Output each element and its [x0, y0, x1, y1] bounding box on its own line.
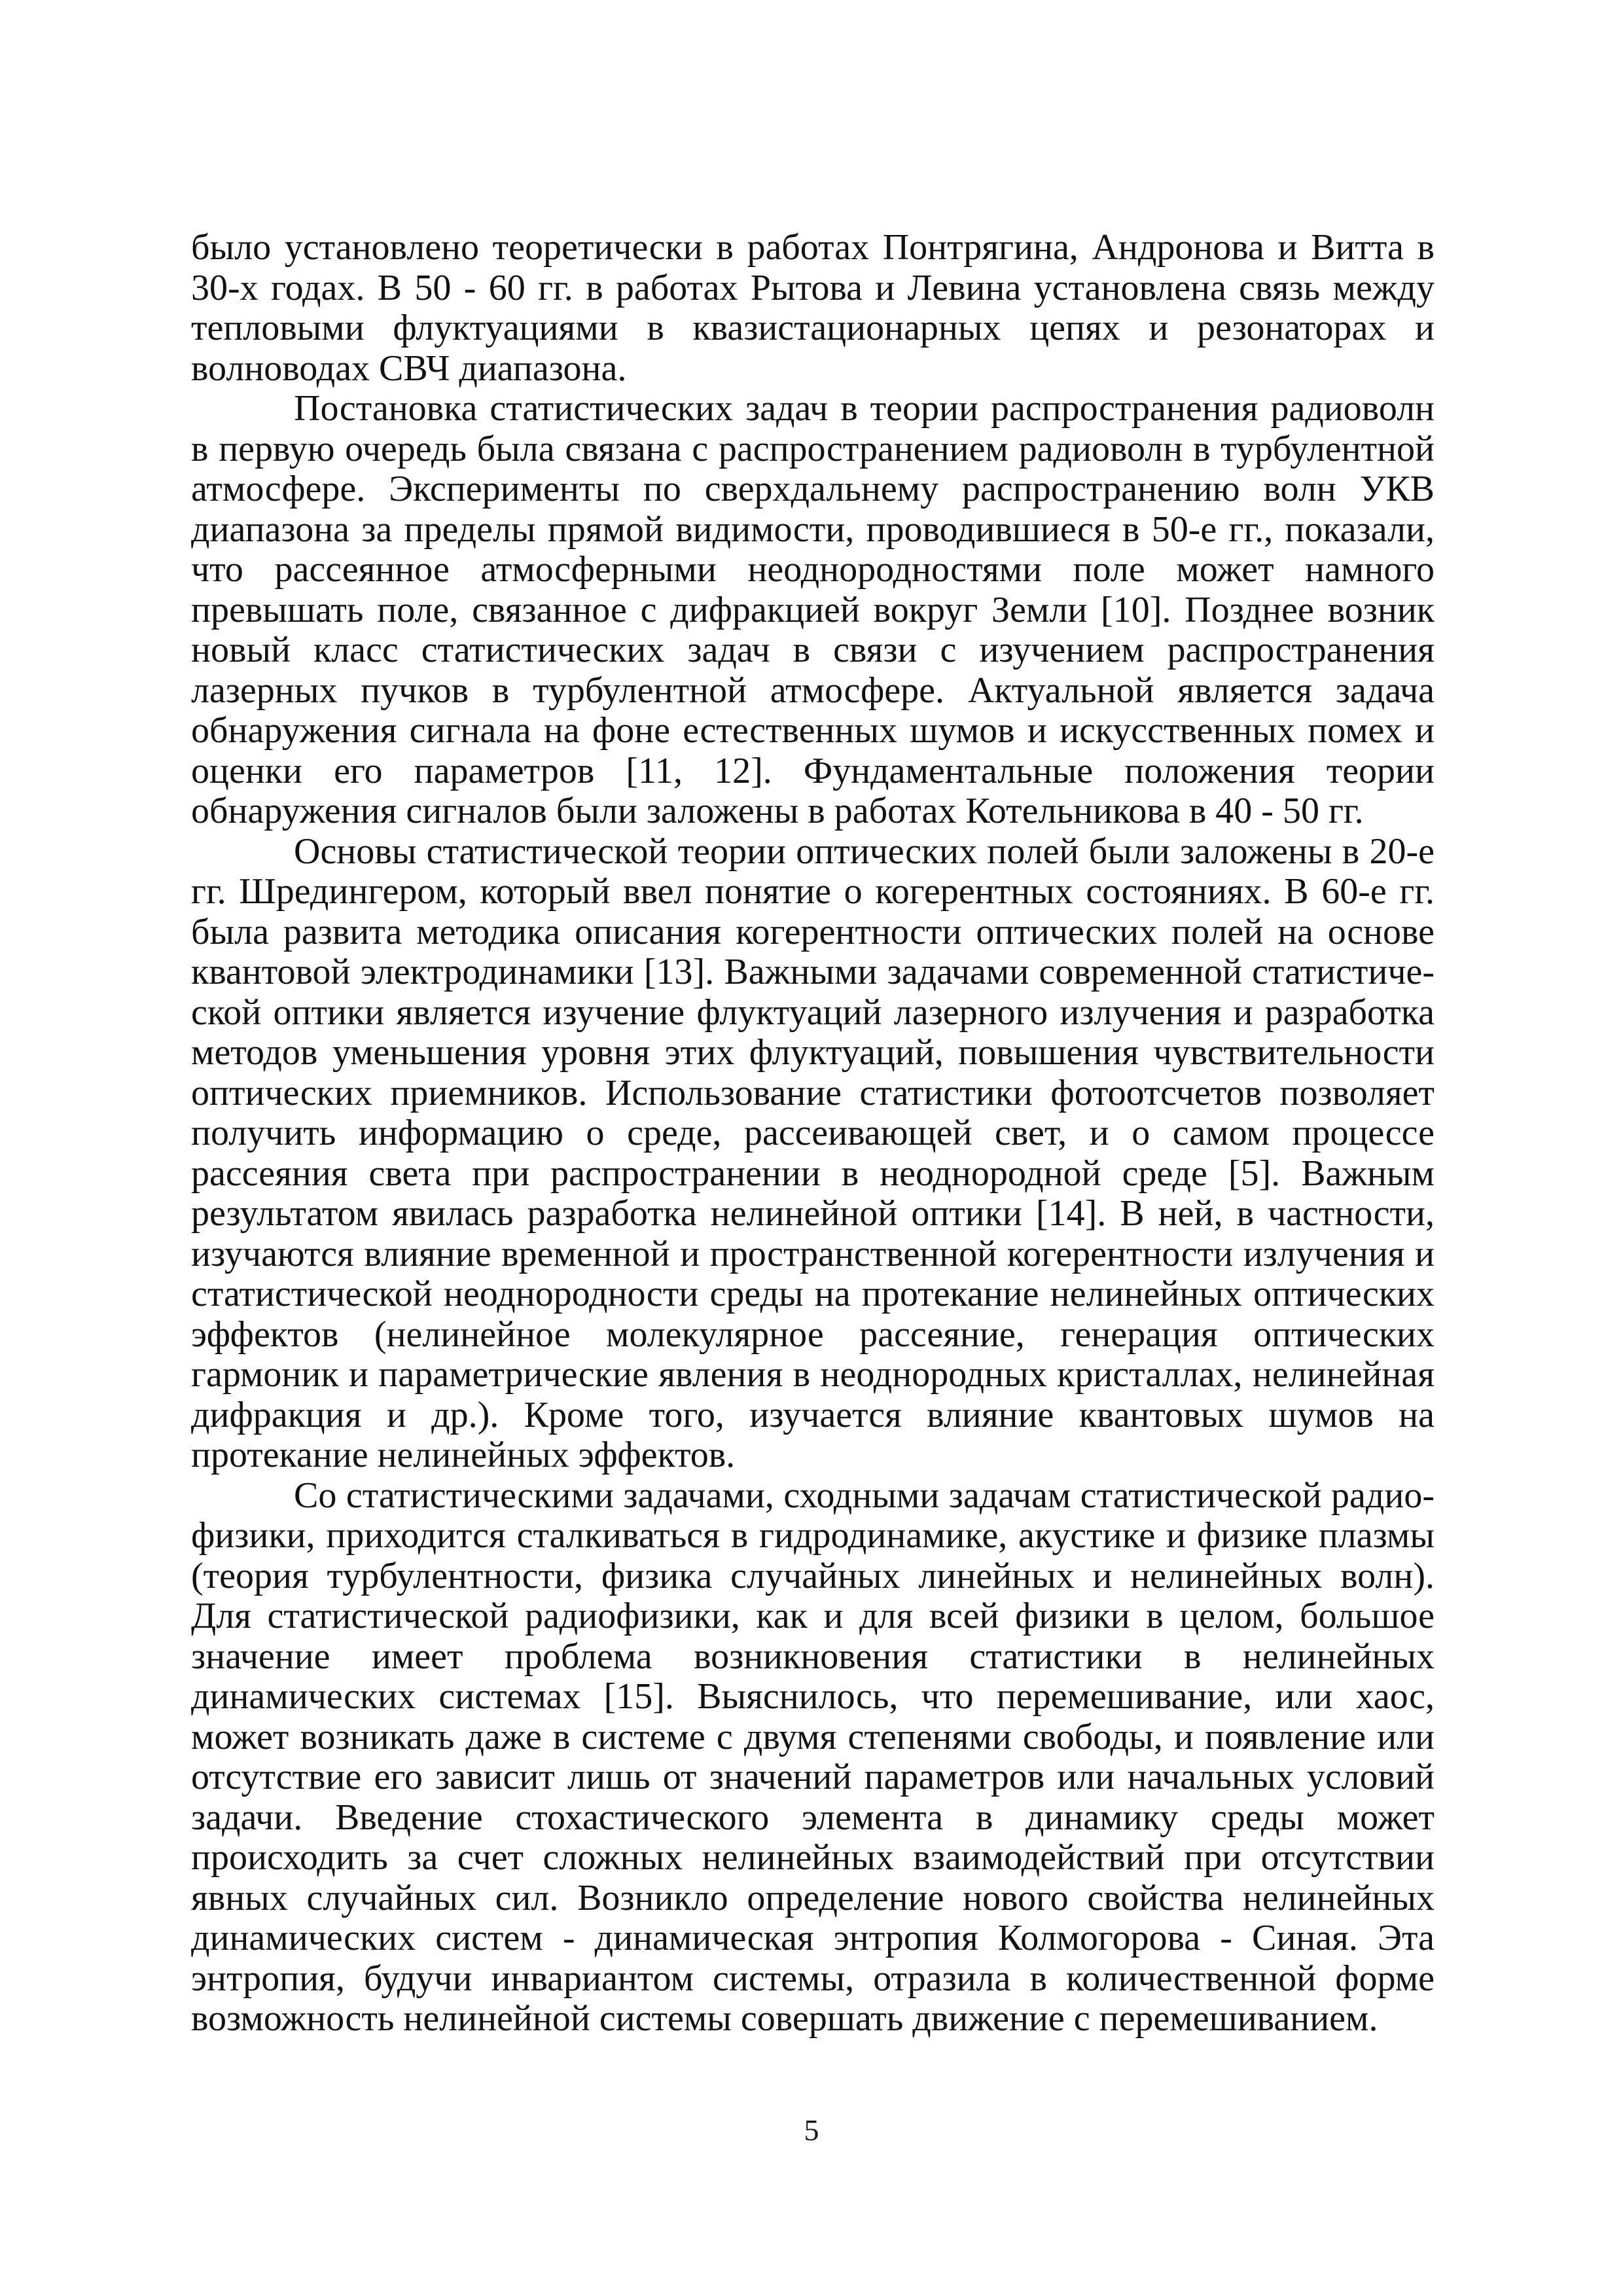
- paragraph-2: Постановка статистических задач в теории распространения радиоволн в первую очередь была связана с распространением радиоволн в турбулентной атмосфере. Эксперименты по сверхдальнему распространению волн УКВ диапазона за пределы прямой видимости, проводившиеся в 50-е гг., показали, что рассеянное атмосферными неоднородностями поле может намного превышать поле, связанное с дифракцией вокруг Земли [10]. Позднее возник новый класс статистических задач в связи с изучением распространения лазерных пучков в турбулентной атмосфере. Актуальной является задача обнаружения сигнала на фоне естественных шумов и искусственных помех и оценки его параметров [11, 12]. Фундаментальные положения теории обнаружения сигналов были заложены в работах Котельникова в 40 - 50 гг.: [191, 388, 1435, 831]
- body-text: [191, 228, 1435, 2039]
- paragraph-4: Со статистическими задачами, сходными задачам статистической радиофизики, приходится сталкиваться в гидродинамике, акустике и физике плазмы (теория турбулентности, физика случайных линейных и нелинейных волн). Для статистической радиофизики, как и для всей физики в целом, большое значение имеет проблема возникновения статистики в нелинейных динамических системах [15]. Выяснилось, что перемешивание, или хаос, может возникать даже в системе с двумя степенями свободы, и появление или отсутствие его зависит лишь от значений параметров или начальных условий задачи. Введение стохастического элемента в динамику среды может происходить за счет сложных нелинейных взаимодействий при отсутствии явных случайных сил. Возникло определение нового свойства нелинейных динамических систем - динамическая энтропия Колмогорова - Синая. Эта энтропия, будучи инвариантом системы, отразила в количественной форме возможность нелинейной системы совершать движение с перемешиванием.: [191, 1475, 1435, 2039]
- paragraph-3: Основы статистической теории оптических полей были заложены в 20-е гг. Шредингером, который ввел понятие о когерентных состояниях. В 60-е гг. была развита методика описания когерентности оптических полей на основе квантовой электродинамики [13]. Важными задачами современной статистической оптики является изучение флуктуаций лазерного излучения и разработка методов уменьшения уровня этих флуктуаций, повышения чувствительности оптических приемников. Использование статистики фотоотсчетов позволяет получить информацию о среде, рассеивающей свет, и о самом процессе рассеяния света при распространении в неоднородной среде [5]. Важным результатом явилась разработка нелинейной оптики [14]. В ней, в частности, изучаются влияние временной и пространственной когерентности излучения и статистической неоднородности среды на протекание нелинейных оптических эффектов (нелинейное молекулярное рассеяние, генерация оптических гармоник и параметрические явления в неоднородных кристаллах, нелинейная дифракция и др.). Кроме того, изучается влияние квантовых шумов на протекание нелинейных эффектов.: [191, 831, 1435, 1475]
- page-number: 5: [804, 2113, 819, 2147]
- paragraph-1: было установлено теоретически в работах Понтрягина, Андронова и Витта в 30-х годах. В 50 - 60 гг. в работах Рытова и Левина установлена связь между тепловыми флуктуациями в квазистационарных цепях и резонаторах и волноводах СВЧ диапазона.: [191, 227, 1435, 389]
